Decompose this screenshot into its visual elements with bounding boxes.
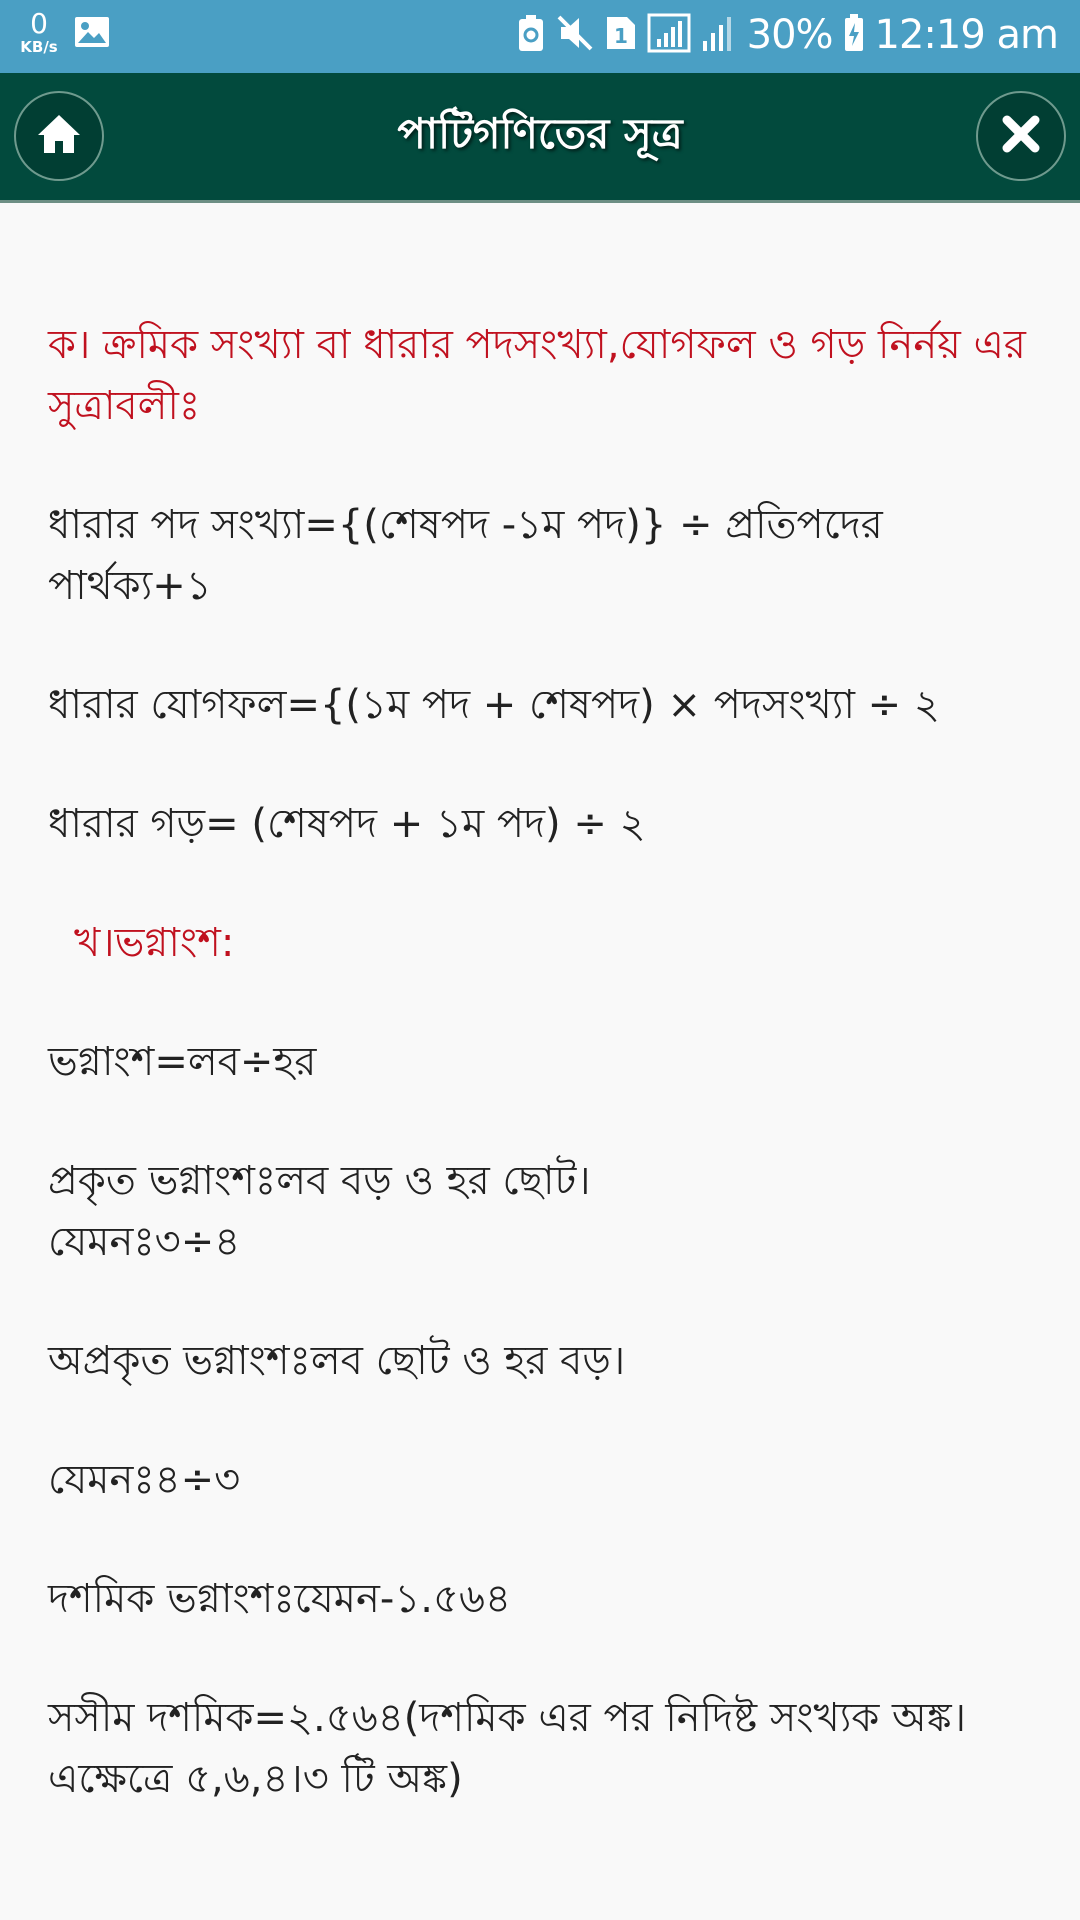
formula-sum: ধারার যোগফল={(১ম পদ + শেষপদ) × পদসংখ্যা ÷ ২ (48, 682, 940, 728)
app-bar (0, 73, 1080, 203)
formula-average: ধারার গড়= (শেষপদ + ১ম পদ) ÷ ২ (48, 801, 646, 847)
image-icon (74, 16, 110, 52)
home-icon (36, 113, 82, 159)
clock: 12:19 am (874, 12, 1058, 58)
home-button[interactable] (14, 91, 104, 181)
mute-icon (555, 13, 595, 57)
decimal-fraction: দশমিক ভগ্নাংশঃযেমন-১.৫৬৪ (48, 1576, 511, 1622)
section-b-heading: খ।ভগ্নাংশ: (74, 920, 235, 966)
improper-fraction-example: যেমনঃ৪÷৩ (48, 1457, 241, 1503)
finite-decimal: সসীম দশমিক=২.৫৬৪(দশমিক এর পর নিদিষ্ট সংখ্যক অঙ্ক।এক্ষেত্রে ৫,৬,৪।৩ টি অঙ্ক) (48, 1695, 966, 1802)
improper-fraction: অপ্রকৃত ভগ্নাংশঃলব ছোট ও হর বড়। (48, 1338, 626, 1384)
status-bar (0, 0, 1080, 73)
status-left (14, 7, 110, 56)
close-button[interactable] (976, 91, 1066, 181)
network-speed (14, 7, 64, 56)
cell-signal-icon (701, 13, 737, 57)
battery-charging-icon (843, 13, 865, 57)
proper-fraction-text: প্রকৃত ভগ্নাংশঃলব বড় ও হর ছোট। (48, 1158, 591, 1204)
page-title: পাটিগণিতের সূত্র (397, 109, 683, 158)
content-body (48, 315, 1038, 1868)
battery-percent: 30% (746, 12, 833, 58)
section-a-heading: ক। ক্রমিক সংখ্যা বা ধারার পদসংখ্যা,যোগফল ও গড় নির্নয় এর সুত্রাবলীঃ (48, 322, 1026, 429)
fraction-definition: ভগ্নাংশ=লব÷হর (48, 1039, 317, 1085)
svg-text:1: 1 (613, 24, 628, 48)
status-right (517, 12, 1058, 58)
network-speed-value: 0 (30, 7, 48, 40)
close-icon (999, 112, 1043, 160)
wifi-signal-icon (647, 13, 691, 57)
network-speed-unit: KB/s (20, 38, 58, 56)
formula-terms: ধারার পদ সংখ্যা={(শেষপদ -১ম পদ)} ÷ প্রতিপদের পার্থক্য+১ (48, 502, 883, 609)
proper-fraction-example: যেমনঃ৩÷৪ (48, 1219, 241, 1265)
proper-fraction (48, 1151, 1038, 1273)
recycle-icon (517, 13, 545, 57)
sim1-icon (605, 15, 637, 55)
